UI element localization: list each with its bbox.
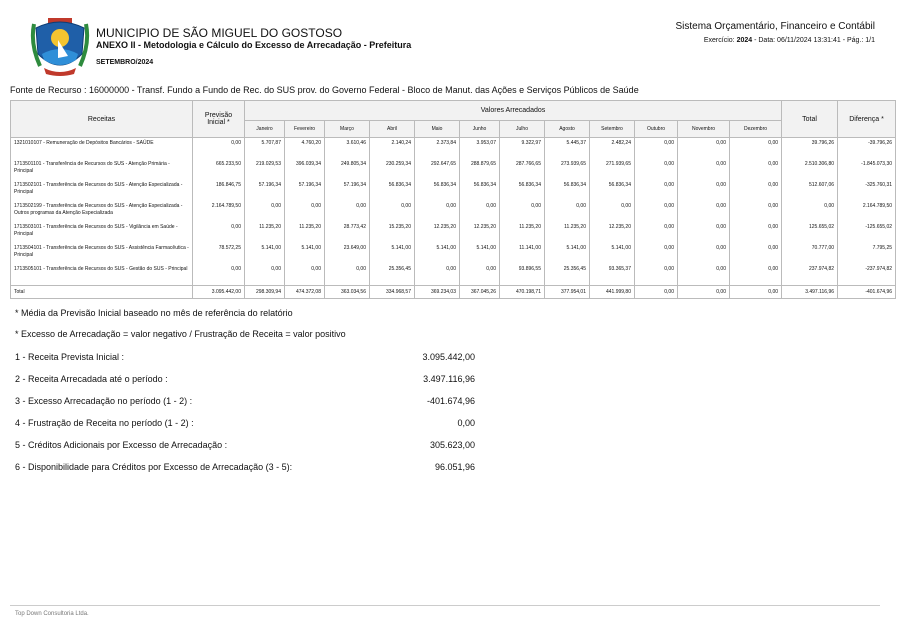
month-value: 5.141,00 bbox=[285, 243, 325, 264]
previsao-value: 186.846,75 bbox=[193, 180, 245, 201]
total-month-value: 367.045,26 bbox=[460, 286, 500, 299]
month-value: 0,00 bbox=[678, 159, 730, 180]
revenue-description: 1713502199 - Transferência de Recursos do SUS - Atenção Especializada - Outros programas da Atenção Especializada bbox=[11, 201, 193, 222]
month-value: 396.039,34 bbox=[285, 159, 325, 180]
month-value: 0,00 bbox=[285, 201, 325, 222]
report-date: - Data: 06/11/2024 13:31:41 - Pág.: 1/1 bbox=[754, 37, 875, 44]
col-month: Setembro bbox=[590, 121, 635, 138]
previsao-value: 0,00 bbox=[193, 138, 245, 160]
month-value: 0,00 bbox=[678, 264, 730, 286]
month-value: 3.610,46 bbox=[325, 138, 370, 160]
month-value: 0,00 bbox=[285, 264, 325, 286]
total-value: 125.655,02 bbox=[782, 222, 838, 243]
month-value: 0,00 bbox=[678, 138, 730, 160]
col-month: Março bbox=[325, 121, 370, 138]
diferenca-value: -237.974,82 bbox=[838, 264, 896, 286]
col-month: Fevereiro bbox=[285, 121, 325, 138]
month-value: 0,00 bbox=[730, 159, 782, 180]
month-value: 0,00 bbox=[460, 264, 500, 286]
summary-label: 2 - Receita Arrecadada até o período : bbox=[15, 374, 168, 384]
month-value: 0,00 bbox=[678, 243, 730, 264]
total-month-value: 363.034,56 bbox=[325, 286, 370, 299]
col-total: Total bbox=[782, 101, 838, 138]
month-value: 288.879,65 bbox=[460, 159, 500, 180]
previsao-value: 0,00 bbox=[193, 264, 245, 286]
system-name: Sistema Orçamentário, Financeiro e Contábil bbox=[675, 21, 875, 32]
total-label: Total bbox=[11, 286, 193, 299]
col-month: Agosto bbox=[545, 121, 590, 138]
total-value: 39.796,26 bbox=[782, 138, 838, 160]
total-month-value: 298.309,94 bbox=[245, 286, 285, 299]
month-value: 5.141,00 bbox=[590, 243, 635, 264]
month-value: 0,00 bbox=[635, 138, 678, 160]
note-previsao: * Média da Previsão Inicial baseado no mês de referência do relatório bbox=[15, 308, 293, 318]
revenue-description: 1713504101 - Transferência de Recursos do SUS - Assistência Farmacêutica - Principal bbox=[11, 243, 193, 264]
summary-label: 4 - Frustração de Receita no período (1 - 2) : bbox=[15, 418, 194, 428]
month-value: 0,00 bbox=[325, 264, 370, 286]
month-value: 15.235,20 bbox=[370, 222, 415, 243]
month-value: 25.356,45 bbox=[545, 264, 590, 286]
month-value: 0,00 bbox=[678, 222, 730, 243]
total-month-value: 369.234,03 bbox=[415, 286, 460, 299]
month-value: 4.760,20 bbox=[285, 138, 325, 160]
month-value: 57.196,34 bbox=[245, 180, 285, 201]
revenue-description: 1713505101 - Transferência de Recursos do SUS - Gestão do SUS - Principal bbox=[11, 264, 193, 286]
total-month-value: 474.372,08 bbox=[285, 286, 325, 299]
summary-value: 96.051,96 bbox=[434, 462, 475, 472]
table-row bbox=[11, 264, 896, 286]
total-previsao: 3.095.442,00 bbox=[193, 286, 245, 299]
col-month: Maio bbox=[415, 121, 460, 138]
month-value: 25.356,45 bbox=[370, 264, 415, 286]
month-value: 0,00 bbox=[325, 201, 370, 222]
month-value: 2.482,24 bbox=[590, 138, 635, 160]
summary-value: -401.674,96 bbox=[426, 396, 475, 406]
previsao-value: 78.572,25 bbox=[193, 243, 245, 264]
month-value: 5.707,87 bbox=[245, 138, 285, 160]
fonte-de-recurso: Fonte de Recurso : 16000000 - Transf. Fundo a Fundo de Rec. do SUS prov. do Governo Federal - Bloco de Manut. das Ações e Serviços Públicos de Saúde bbox=[10, 85, 639, 95]
month-value: 5.141,00 bbox=[245, 243, 285, 264]
month-value: 23.649,00 bbox=[325, 243, 370, 264]
month-value: 0,00 bbox=[730, 138, 782, 160]
total-month-value: 0,00 bbox=[730, 286, 782, 299]
month-value: 12.235,20 bbox=[460, 222, 500, 243]
month-value: 271.939,65 bbox=[590, 159, 635, 180]
total-total: 3.497.116,96 bbox=[782, 286, 838, 299]
month-value: 0,00 bbox=[370, 201, 415, 222]
revenue-description: 1713503101 - Transferência de Recursos do SUS - Vigilância em Saúde - Principal bbox=[11, 222, 193, 243]
month-value: 0,00 bbox=[460, 201, 500, 222]
month-value: 56.836,34 bbox=[370, 180, 415, 201]
month-value: 0,00 bbox=[500, 201, 545, 222]
month-value: 93.896,55 bbox=[500, 264, 545, 286]
table-row bbox=[11, 138, 896, 160]
table-row bbox=[11, 159, 896, 180]
summary-value: 3.095.442,00 bbox=[422, 352, 475, 362]
summary-value: 0,00 bbox=[457, 418, 475, 428]
col-month: Abril bbox=[370, 121, 415, 138]
col-previsao: Previsão Inicial * bbox=[193, 101, 245, 138]
month-value: 2.140,24 bbox=[370, 138, 415, 160]
diferenca-value: -325.760,31 bbox=[838, 180, 896, 201]
month-value: 249.805,34 bbox=[325, 159, 370, 180]
diferenca-value: -125.655,02 bbox=[838, 222, 896, 243]
diferenca-value: -1.845.073,30 bbox=[838, 159, 896, 180]
month-value: 0,00 bbox=[635, 243, 678, 264]
total-value: 70.777,00 bbox=[782, 243, 838, 264]
footer-divider bbox=[10, 605, 880, 606]
month-value: 12.235,20 bbox=[590, 222, 635, 243]
previsao-value: 665.233,50 bbox=[193, 159, 245, 180]
municipality-name: MUNICIPIO DE SÃO MIGUEL DO GOSTOSO bbox=[96, 26, 343, 40]
total-month-value: 334.968,57 bbox=[370, 286, 415, 299]
month-value: 0,00 bbox=[545, 201, 590, 222]
month-value: 11.141,00 bbox=[500, 243, 545, 264]
month-value: 0,00 bbox=[730, 243, 782, 264]
total-row bbox=[11, 286, 896, 299]
diferenca-value: -39.796,26 bbox=[838, 138, 896, 160]
previsao-value: 2.164.789,50 bbox=[193, 201, 245, 222]
month-value: 5.141,00 bbox=[370, 243, 415, 264]
col-month: Novembro bbox=[678, 121, 730, 138]
summary-label: 5 - Créditos Adicionais por Excesso de Arrecadação : bbox=[15, 440, 228, 450]
summary-value: 3.497.116,96 bbox=[423, 374, 475, 384]
month-value: 0,00 bbox=[635, 180, 678, 201]
revenue-description: 1321010107 - Remuneração de Depósitos Bancários - SAÚDE bbox=[11, 138, 193, 160]
month-value: 0,00 bbox=[415, 201, 460, 222]
month-value: 12.235,20 bbox=[415, 222, 460, 243]
total-month-value: 441.999,80 bbox=[590, 286, 635, 299]
month-value: 3.953,07 bbox=[460, 138, 500, 160]
total-month-value: 0,00 bbox=[635, 286, 678, 299]
revenue-description: 1713502101 - Transferência de Recursos do SUS - Atenção Especializada - Principal bbox=[11, 180, 193, 201]
total-value: 237.974,82 bbox=[782, 264, 838, 286]
month-value: 11.235,20 bbox=[245, 222, 285, 243]
month-value: 230.259,34 bbox=[370, 159, 415, 180]
month-value: 287.766,65 bbox=[500, 159, 545, 180]
month-value: 28.773,42 bbox=[325, 222, 370, 243]
total-month-value: 470.198,71 bbox=[500, 286, 545, 299]
month-value: 11.235,20 bbox=[285, 222, 325, 243]
total-value: 2.510.306,80 bbox=[782, 159, 838, 180]
month-value: 0,00 bbox=[730, 222, 782, 243]
month-value: 56.836,34 bbox=[500, 180, 545, 201]
total-value: 0,00 bbox=[782, 201, 838, 222]
note-excesso: * Excesso de Arrecadação = valor negativo / Frustração de Receita = valor positivo bbox=[15, 329, 346, 339]
municipal-coat-of-arms-logo bbox=[28, 14, 92, 78]
month-value: 0,00 bbox=[245, 201, 285, 222]
exercise-label: Exercício: bbox=[703, 37, 735, 44]
summary-label: 6 - Disponibilidade para Créditos por Excesso de Arrecadação (3 - 5): bbox=[15, 462, 293, 472]
col-month: Junho bbox=[460, 121, 500, 138]
month-value: 0,00 bbox=[635, 201, 678, 222]
table-row bbox=[11, 201, 896, 222]
total-month-value: 0,00 bbox=[678, 286, 730, 299]
month-value: 0,00 bbox=[730, 180, 782, 201]
summary-label: 3 - Excesso Arrecadação no período (1 - 2) : bbox=[15, 396, 193, 406]
month-value: 5.141,00 bbox=[415, 243, 460, 264]
month-value: 2.373,84 bbox=[415, 138, 460, 160]
month-value: 56.836,34 bbox=[460, 180, 500, 201]
summary-value: 305.623,00 bbox=[429, 440, 475, 450]
report-period: SETEMBRO/2024 bbox=[96, 59, 154, 66]
annex-title: ANEXO II - Metodologia e Cálculo do Excesso de Arrecadação - Prefeitura bbox=[96, 40, 412, 50]
total-diferenca: -401.674,96 bbox=[838, 286, 896, 299]
month-value: 0,00 bbox=[678, 201, 730, 222]
footer-company: Top Down Consultoria Ltda. bbox=[15, 611, 89, 617]
diferenca-value: 7.795,25 bbox=[838, 243, 896, 264]
month-value: 292.647,65 bbox=[415, 159, 460, 180]
month-value: 0,00 bbox=[590, 201, 635, 222]
col-month: Dezembro bbox=[730, 121, 782, 138]
table-row bbox=[11, 243, 896, 264]
month-value: 0,00 bbox=[635, 222, 678, 243]
diferenca-value: 2.164.789,50 bbox=[838, 201, 896, 222]
month-value: 0,00 bbox=[730, 201, 782, 222]
revenue-table bbox=[10, 100, 896, 299]
month-value: 56.836,34 bbox=[545, 180, 590, 201]
table-row bbox=[11, 180, 896, 201]
month-value: 57.196,34 bbox=[285, 180, 325, 201]
month-value: 0,00 bbox=[415, 264, 460, 286]
month-value: 0,00 bbox=[245, 264, 285, 286]
month-value: 0,00 bbox=[730, 264, 782, 286]
month-value: 9.322,97 bbox=[500, 138, 545, 160]
col-month: Outubro bbox=[635, 121, 678, 138]
month-value: 5.141,00 bbox=[460, 243, 500, 264]
col-receitas: Receitas bbox=[11, 101, 193, 138]
month-value: 56.836,34 bbox=[590, 180, 635, 201]
previsao-value: 0,00 bbox=[193, 222, 245, 243]
total-month-value: 377.954,01 bbox=[545, 286, 590, 299]
month-value: 0,00 bbox=[635, 159, 678, 180]
month-value: 0,00 bbox=[635, 264, 678, 286]
report-header bbox=[0, 0, 900, 80]
col-month: Janeiro bbox=[245, 121, 285, 138]
month-value: 5.445,37 bbox=[545, 138, 590, 160]
summary-label: 1 - Receita Prevista Inicial : bbox=[15, 352, 125, 362]
col-diferenca: Diferença * bbox=[838, 101, 896, 138]
month-value: 11.235,20 bbox=[500, 222, 545, 243]
table-row bbox=[11, 222, 896, 243]
col-valores-arrecadados: Valores Arrecadados bbox=[245, 101, 782, 121]
month-value: 5.141,00 bbox=[545, 243, 590, 264]
col-month: Julho bbox=[500, 121, 545, 138]
month-value: 219.029,53 bbox=[245, 159, 285, 180]
month-value: 57.196,34 bbox=[325, 180, 370, 201]
report-meta bbox=[704, 37, 875, 44]
month-value: 11.235,20 bbox=[545, 222, 590, 243]
total-value: 512.607,06 bbox=[782, 180, 838, 201]
month-value: 93.365,37 bbox=[590, 264, 635, 286]
exercise-year: 2024 bbox=[736, 37, 753, 44]
month-value: 273.939,65 bbox=[545, 159, 590, 180]
month-value: 56.836,34 bbox=[415, 180, 460, 201]
revenue-description: 1713501101 - Transferência de Recursos do SUS - Atenção Primária - Principal bbox=[11, 159, 193, 180]
month-value: 0,00 bbox=[678, 180, 730, 201]
